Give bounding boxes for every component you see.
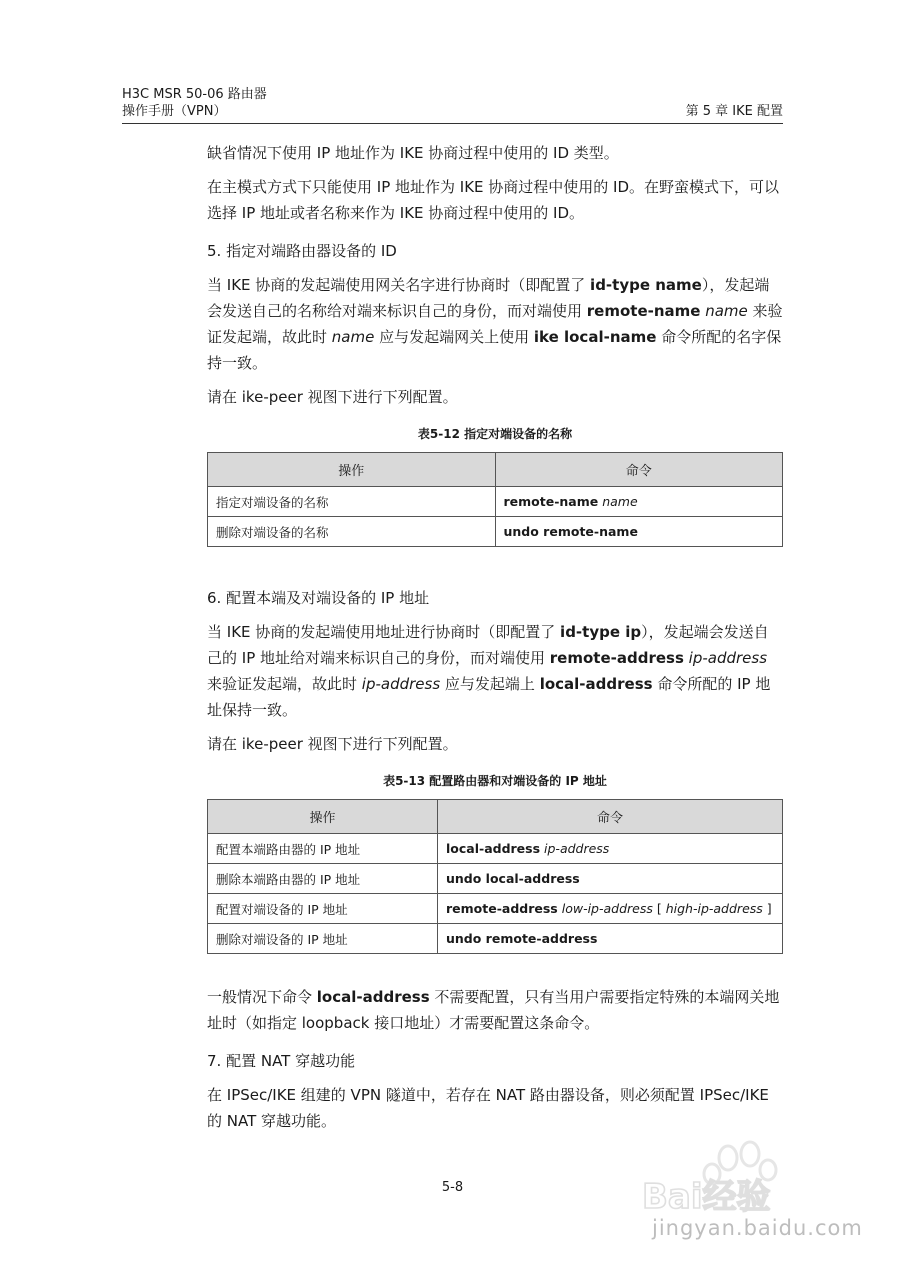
intro-paragraph-1: 缺省情况下使用 IP 地址作为 IKE 协商过程中使用的 ID 类型。 [207,144,619,162]
svg-text:Bai经验: Bai经验 [642,1177,771,1217]
command-cell: remote-name name [495,487,783,517]
table-row [208,924,783,954]
operation-cell: 删除对端设备的名称 [208,517,496,547]
table-5-12-caption: 表5-12 指定对端设备的名称 [417,427,573,441]
table-5-13-caption: 表5-13 配置路由器和对端设备的 IP 地址 [383,774,607,788]
operation-cell: 配置本端路由器的 IP 地址 [208,834,438,864]
column-header-command: 命令 [438,800,783,834]
table-row [208,487,783,517]
watermark-url: jingyan.baidu.com [652,1216,863,1240]
column-header-operation: 操作 [208,453,496,487]
section-6-instruction: 请在 ike-peer 视图下进行下列配置。 [207,735,458,753]
section-7-paragraph: 在 IPSec/IKE 组建的 VPN 隧道中，若存在 NAT 路由器设备，则必须配置 IPSec/IKE 的 NAT 穿越功能。 [207,1086,769,1130]
header-manual: 操作手册（VPN） [122,104,227,119]
operation-cell: 删除本端路由器的 IP 地址 [208,864,438,894]
column-header-command: 命令 [495,453,783,487]
section-6-note: 一般情况下命令 local-address 不需要配置，只有当用户需要指定特殊的本端网关地址时（如指定 loopback 接口地址）才需要配置这条命令。 [207,988,780,1032]
table-5-12 [207,452,783,547]
table-row [208,864,783,894]
column-header-operation: 操作 [208,800,438,834]
section-6-heading: 6. 配置本端及对端设备的 IP 地址 [207,589,430,607]
table-row [208,517,783,547]
command-cell: undo local-address [438,864,783,894]
section-6-paragraph: 当 IKE 协商的发起端使用地址进行协商时（即配置了 id-type ip），发起端会发送自己的 IP 地址给对端来标识自己的身份，而对端使用 remote-address ip-address 来验证发起端，故此时 ip-address 应与发起端上 local-address 命令所配的 IP 地址保持一致。 [207,623,771,719]
operation-cell: 配置对端设备的 IP 地址 [208,894,438,924]
command-cell: undo remote-name [495,517,783,547]
table-row [208,834,783,864]
table-5-13 [207,799,783,954]
section-5-heading: 5. 指定对端路由器设备的 ID [207,242,397,260]
intro-paragraph-2: 在主模式方式下只能使用 IP 地址作为 IKE 协商过程中使用的 ID。在野蛮模式下，可以选择 IP 地址或者名称来作为 IKE 协商过程中使用的 ID。 [207,178,780,222]
section-7-heading: 7. 配置 NAT 穿越功能 [207,1052,356,1070]
operation-cell: 删除对端设备的 IP 地址 [208,924,438,954]
header-chapter: 第 5 章 IKE 配置 [685,104,783,119]
baidu-watermark-logo [640,1140,880,1260]
page-number: 5-8 [441,1180,464,1195]
section-5-instruction: 请在 ike-peer 视图下进行下列配置。 [207,388,458,406]
command-cell: local-address ip-address [438,834,783,864]
command-cell: undo remote-address [438,924,783,954]
page-body [207,140,783,1142]
header-divider [122,123,783,124]
section-5-paragraph: 当 IKE 协商的发起端使用网关名字进行协商时（即配置了 id-type name），发起端会发送自己的名称给对端来标识自己的身份，而对端使用 remote-name name 来验证发起端，故此时 name 应与发起端网关上使用 ike local-name 命令所配的名字保持一致。 [207,276,783,372]
operation-cell: 指定对端设备的名称 [208,487,496,517]
header-product: H3C MSR 50-06 路由器 [122,87,267,102]
command-cell: remote-address low-ip-address [ high-ip-address ] [438,894,783,924]
table-row [208,894,783,924]
